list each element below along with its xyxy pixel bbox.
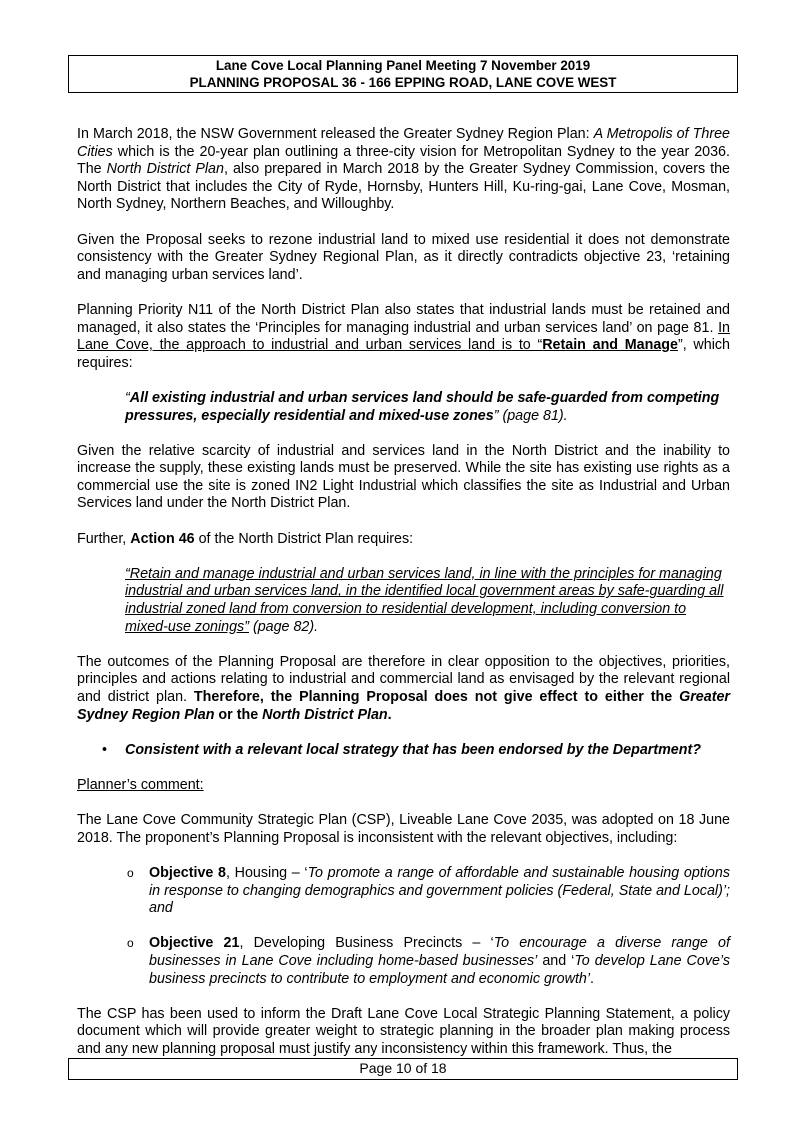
circle-bullet-icon: o xyxy=(127,936,134,951)
text-span: . xyxy=(387,706,392,723)
text-span: ”, which requires: xyxy=(77,337,730,371)
text-span: A Metropolis of Three Cities xyxy=(77,126,730,160)
bullet-icon: • xyxy=(102,741,108,758)
quote-retain-manage xyxy=(125,390,730,425)
bullet-text: Consistent with a relevant local strategy that has been endorsed by the Department? xyxy=(125,741,701,758)
objective-21-item xyxy=(77,935,730,988)
paragraph-consistency: Given the Proposal seeks to rezone industrial land to mixed use residential it does not demonstrate consistency with the Greater Sydney Regional Plan, as it directly contradicts objective 23, ‘retaining and managing urban services land’. xyxy=(77,231,730,283)
text-span: To develop Lane Cove’s business precincts to contribute to employment and economic growth’ xyxy=(149,952,730,987)
text-span: Objective 8 xyxy=(149,864,226,881)
paragraph-scarcity: Given the relative scarcity of industrial and services land in the North District and the inability to increase the supply, these existing lands must be preserved. While the site has existing use rights as a commercial use the site is zoned IN2 Light Industrial which classifies the site as Industrial and Urban Services land under the North District Plan. xyxy=(77,442,730,512)
text-span: . xyxy=(590,970,595,987)
text-span: Greater Sydney Region Plan xyxy=(77,689,730,723)
text-span: , also prepared in March 2018 by the Greater Sydney Commission, covers the North District that includes the City of Ryde, Hornsby, Hunters Hill, Ku-ring-gai, Lane Cove, Mosman, North Sydney, Northern Beaches, and Willoughby. xyxy=(77,161,730,213)
paragraph-outcomes xyxy=(77,654,730,724)
text-span: , Developing Business Precincts – ‘ xyxy=(239,935,494,952)
text-span: To promote a range of affordable and sustainable housing options in response to changing demographics and government policies (Federal, State and Local)’; and xyxy=(149,864,730,917)
quote-action-46 xyxy=(125,566,730,636)
paragraph-planning-priority xyxy=(77,302,730,372)
circle-bullet-icon: o xyxy=(127,865,134,880)
text-span: The outcomes of the Planning Proposal are therefore in clear opposition to the objectives, priorities, principles and actions relating to industrial and commercial land as envisaged by the relevant regional and district plan. xyxy=(77,653,730,705)
document-body xyxy=(77,126,730,1076)
header-proposal-title: PLANNING PROPOSAL 36 - 166 EPPING ROAD, LANE COVE WEST xyxy=(189,75,617,90)
page-header xyxy=(68,55,738,93)
text-span: Objective 21 xyxy=(149,935,240,952)
text-span: Action 46 xyxy=(130,530,195,547)
objective-8-text xyxy=(149,865,730,918)
text-span: of the North District Plan requires: xyxy=(194,530,414,547)
objective-21-text xyxy=(149,935,730,988)
text-span: North District Plan xyxy=(262,706,388,723)
text-span: All existing industrial and urban services land should be safe-guarded from competing pressures, especially residential and mixed-use zones xyxy=(125,389,720,424)
text-span: and ‘ xyxy=(537,952,575,969)
header-meeting-title: Lane Cove Local Planning Panel Meeting 7 November 2019 xyxy=(215,58,591,73)
text-span: “Retain and manage industrial and urban services land, in line with the principles for managing industrial and urban services land, in the identified local government areas by safe-guarding all industrial zoned land from conversion to residential development, including conversion to mixed-use zonings” xyxy=(125,565,724,635)
text-span: (page 82). xyxy=(248,618,319,635)
planner-comment-heading: Planner’s comment: xyxy=(77,776,204,793)
page-number: Page 10 of 18 xyxy=(359,1060,447,1076)
text-span: , Housing – ‘ xyxy=(226,864,308,881)
text-span: North District Plan xyxy=(106,161,224,178)
text-span: To encourage a diverse range of businesses in Lane Cove including home-based businesses’ xyxy=(149,935,730,969)
text-span: “ xyxy=(125,389,130,406)
paragraph-region-plan xyxy=(77,126,730,214)
text-span: which is the 20-year plan outlining a three-city vision for Metropolitan Sydney to the year 2036. The xyxy=(77,143,730,178)
text-span: Retain and Manage xyxy=(542,337,678,354)
objective-8-item xyxy=(77,865,730,918)
text-span: Therefore, the Planning Proposal does not give effect to either the xyxy=(193,689,680,705)
paragraph-lsps: The CSP has been used to inform the Draft Lane Cove Local Strategic Planning Statement, a policy document which will provide greater weight to strategic planning in the broader plan making process and any new planning proposal must justify any inconsistency within this framework. Thus, the xyxy=(77,1005,730,1057)
text-span: Further, xyxy=(77,530,131,547)
page-footer xyxy=(68,1058,738,1080)
paragraph-action-46-intro xyxy=(77,531,730,549)
text-span: Planning Priority N11 of the North District Plan also states that industrial lands must be retained and managed, it also states the ‘Principles for managing industrial and urban services land’ on page 81. xyxy=(77,301,730,336)
bullet-local-strategy xyxy=(77,742,730,760)
text-span: or the xyxy=(214,706,263,723)
text-span: In Lane Cove, the approach to industrial and urban services land is to “ xyxy=(77,319,730,354)
paragraph-csp: The Lane Cove Community Strategic Plan (CSP), Liveable Lane Cove 2035, was adopted on 18 June 2018. The proponent’s Planning Proposal is inconsistent with the relevant objectives, including: xyxy=(77,812,730,846)
text-span: In March 2018, the NSW Government released the Greater Sydney Region Plan: xyxy=(77,126,594,142)
text-span: ” (page 81). xyxy=(493,407,568,424)
